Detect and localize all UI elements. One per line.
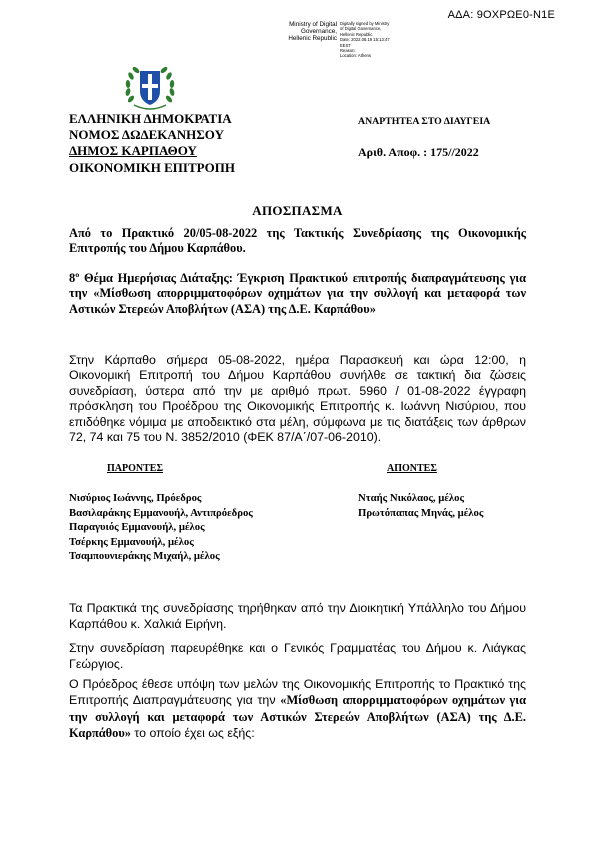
statement-subject: «Μίσθωση απορριμματοφόρων οχημάτων για την συλλογή και μεταφορά των Αστικών Στερεών Αποβλήτων (ΑΣΑ) της Δ.Ε. Καρπάθου»: [69, 693, 526, 741]
document-title: ΑΠΟΣΠΑΣΜΑ: [252, 203, 343, 218]
absent-members-list: [358, 491, 483, 520]
signature-detail-line: Reason:: [340, 48, 356, 54]
statement-tail: το οποίο έχει ως εξής:: [130, 726, 255, 741]
list-item: Πρωτόπαπας Μηνάς, μέλος: [358, 506, 484, 519]
signature-detail-line: Location: Athens: [340, 53, 371, 59]
signature-issuer: [275, 21, 337, 43]
present-members-list: [69, 491, 253, 564]
posting-note: ΑΝΑΡΤΗΤΕΑ ΣΤΟ ΔΙΑΥΓΕΙΑ: [358, 116, 491, 127]
minutes-keeper-paragraph: Τα Πρακτικά της συνεδρίασης τηρήθηκαν από την Διοικητική Υπάλληλο του Δήμου Καρπάθου κ. Χαλκιά Ειρήνη.: [69, 601, 526, 632]
secretary-paragraph: Στην συνεδρίαση παρευρέθηκε και ο Γενικός Γραμματέας του Δήμου κ. Λιάγκας Γεώργιος.: [69, 641, 526, 672]
greek-emblem-icon: [120, 63, 180, 113]
signature-details: [340, 21, 400, 59]
list-item: Νταής Νικόλαος, μέλος: [358, 492, 464, 504]
signature-detail-line: Date: 2022.08.19 15:13:47: [340, 37, 390, 43]
header-municipality: ΔΗΜΟΣ ΚΑΡΠΑΘΟΥ: [69, 143, 197, 159]
minutes-reference: Από το Πρακτικό 20/05-08-2022 της Τακτικής Συνεδρίασης της Οικονομικής Επιτροπής του Δήμου Καρπάθου.: [69, 226, 526, 256]
signature-issuer-line: Hellenic Republic: [288, 35, 337, 43]
issuer-header: [69, 111, 235, 176]
agenda-topic: 8º Θέμα Ημερήσιας Διάταξης: Έγκριση Πρακτικού επιτροπής διαπραγμάτευσης για την «Μίσθωση απορριμματοφόρων οχημάτων για την συλλογή και μεταφορά των Αστικών Στερεών Αποβλήτων (ΑΣΑ) της Δ.Ε. Καρπάθου»: [69, 271, 526, 316]
decision-number: Αριθ. Αποφ. : 175//2022: [358, 145, 479, 159]
ada-code: ΑΔΑ: 9ΟΧΡΩΕ0-Ν1Ε: [447, 9, 555, 21]
signature-detail-line: Hellenic Republic: [340, 31, 373, 37]
list-item: Τσαμπουνιεράκης Μιχαήλ, μέλος: [69, 550, 220, 563]
list-item: Παραγυιός Εμμανουήλ, μέλος: [69, 521, 205, 534]
meeting-intro: Στην Κάρπαθο σήμερα 05-08-2022, ημέρα Παρασκευή και ώρα 12:00, η Οικονομική Επιτροπή του Δήμου Καρπάθου συνήλθε σε τακτική δια ζώσεις συνεδρίαση, ύστερα από την με αριθμό πρωτ. 5960 / 01-08-2022 έγγραφη πρόσκληση του Προέδρου της Οικονομικής Επιτροπής κ. Ιωάννη Νισύριου, που επιδόθηκε νόμιμα με αποδεικτικό στα μέλη, σύμφωνα με τις διατάξεις των άρθρων 72, 74 και 75 του Ν. 3852/2010 (ΦΕΚ 87/Α΄/07-06-2010).: [69, 353, 526, 445]
list-item: Νισύριος Ιωάννης, Πρόεδρος: [69, 492, 202, 504]
list-item: Βασιλαράκης Εμμανουήλ, Αντιπρόεδρος: [69, 506, 253, 519]
signature-detail-line: of Digital Governance,: [340, 26, 382, 32]
header-prefecture: ΝΟΜΟΣ ΔΩΔΕΚΑΝΗΣΟΥ: [69, 127, 224, 143]
signature-detail-line: EEST: [340, 42, 351, 48]
signature-detail-line: Digitally signed by Ministry: [340, 21, 390, 26]
list-item: Τσέρκης Εμμανουήλ, μέλος: [69, 535, 194, 548]
header-committee: ΟΙΚΟΝΟΜΙΚΗ ΕΠΙΤΡΟΠΗ: [69, 159, 235, 175]
absent-heading: ΑΠΟΝΤΕΣ: [387, 463, 437, 474]
present-heading: ΠΑΡΟΝΤΕΣ: [107, 463, 163, 474]
signature-issuer-line: Ministry of Digital: [289, 21, 337, 28]
president-statement: [69, 676, 526, 742]
signature-issuer-line: Governance,: [300, 28, 337, 36]
header-country: ΕΛΛΗΝΙΚΗ ΔΗΜΟΚΡΑΤΙΑ: [69, 111, 232, 126]
statement-lead: Ο Πρόεδρος έθεσε υπόψη των μελών της Οικονομικής Επιτροπής το Πρακτικό της Επιτροπής Διαπραγμάτευσης για την: [69, 677, 526, 708]
